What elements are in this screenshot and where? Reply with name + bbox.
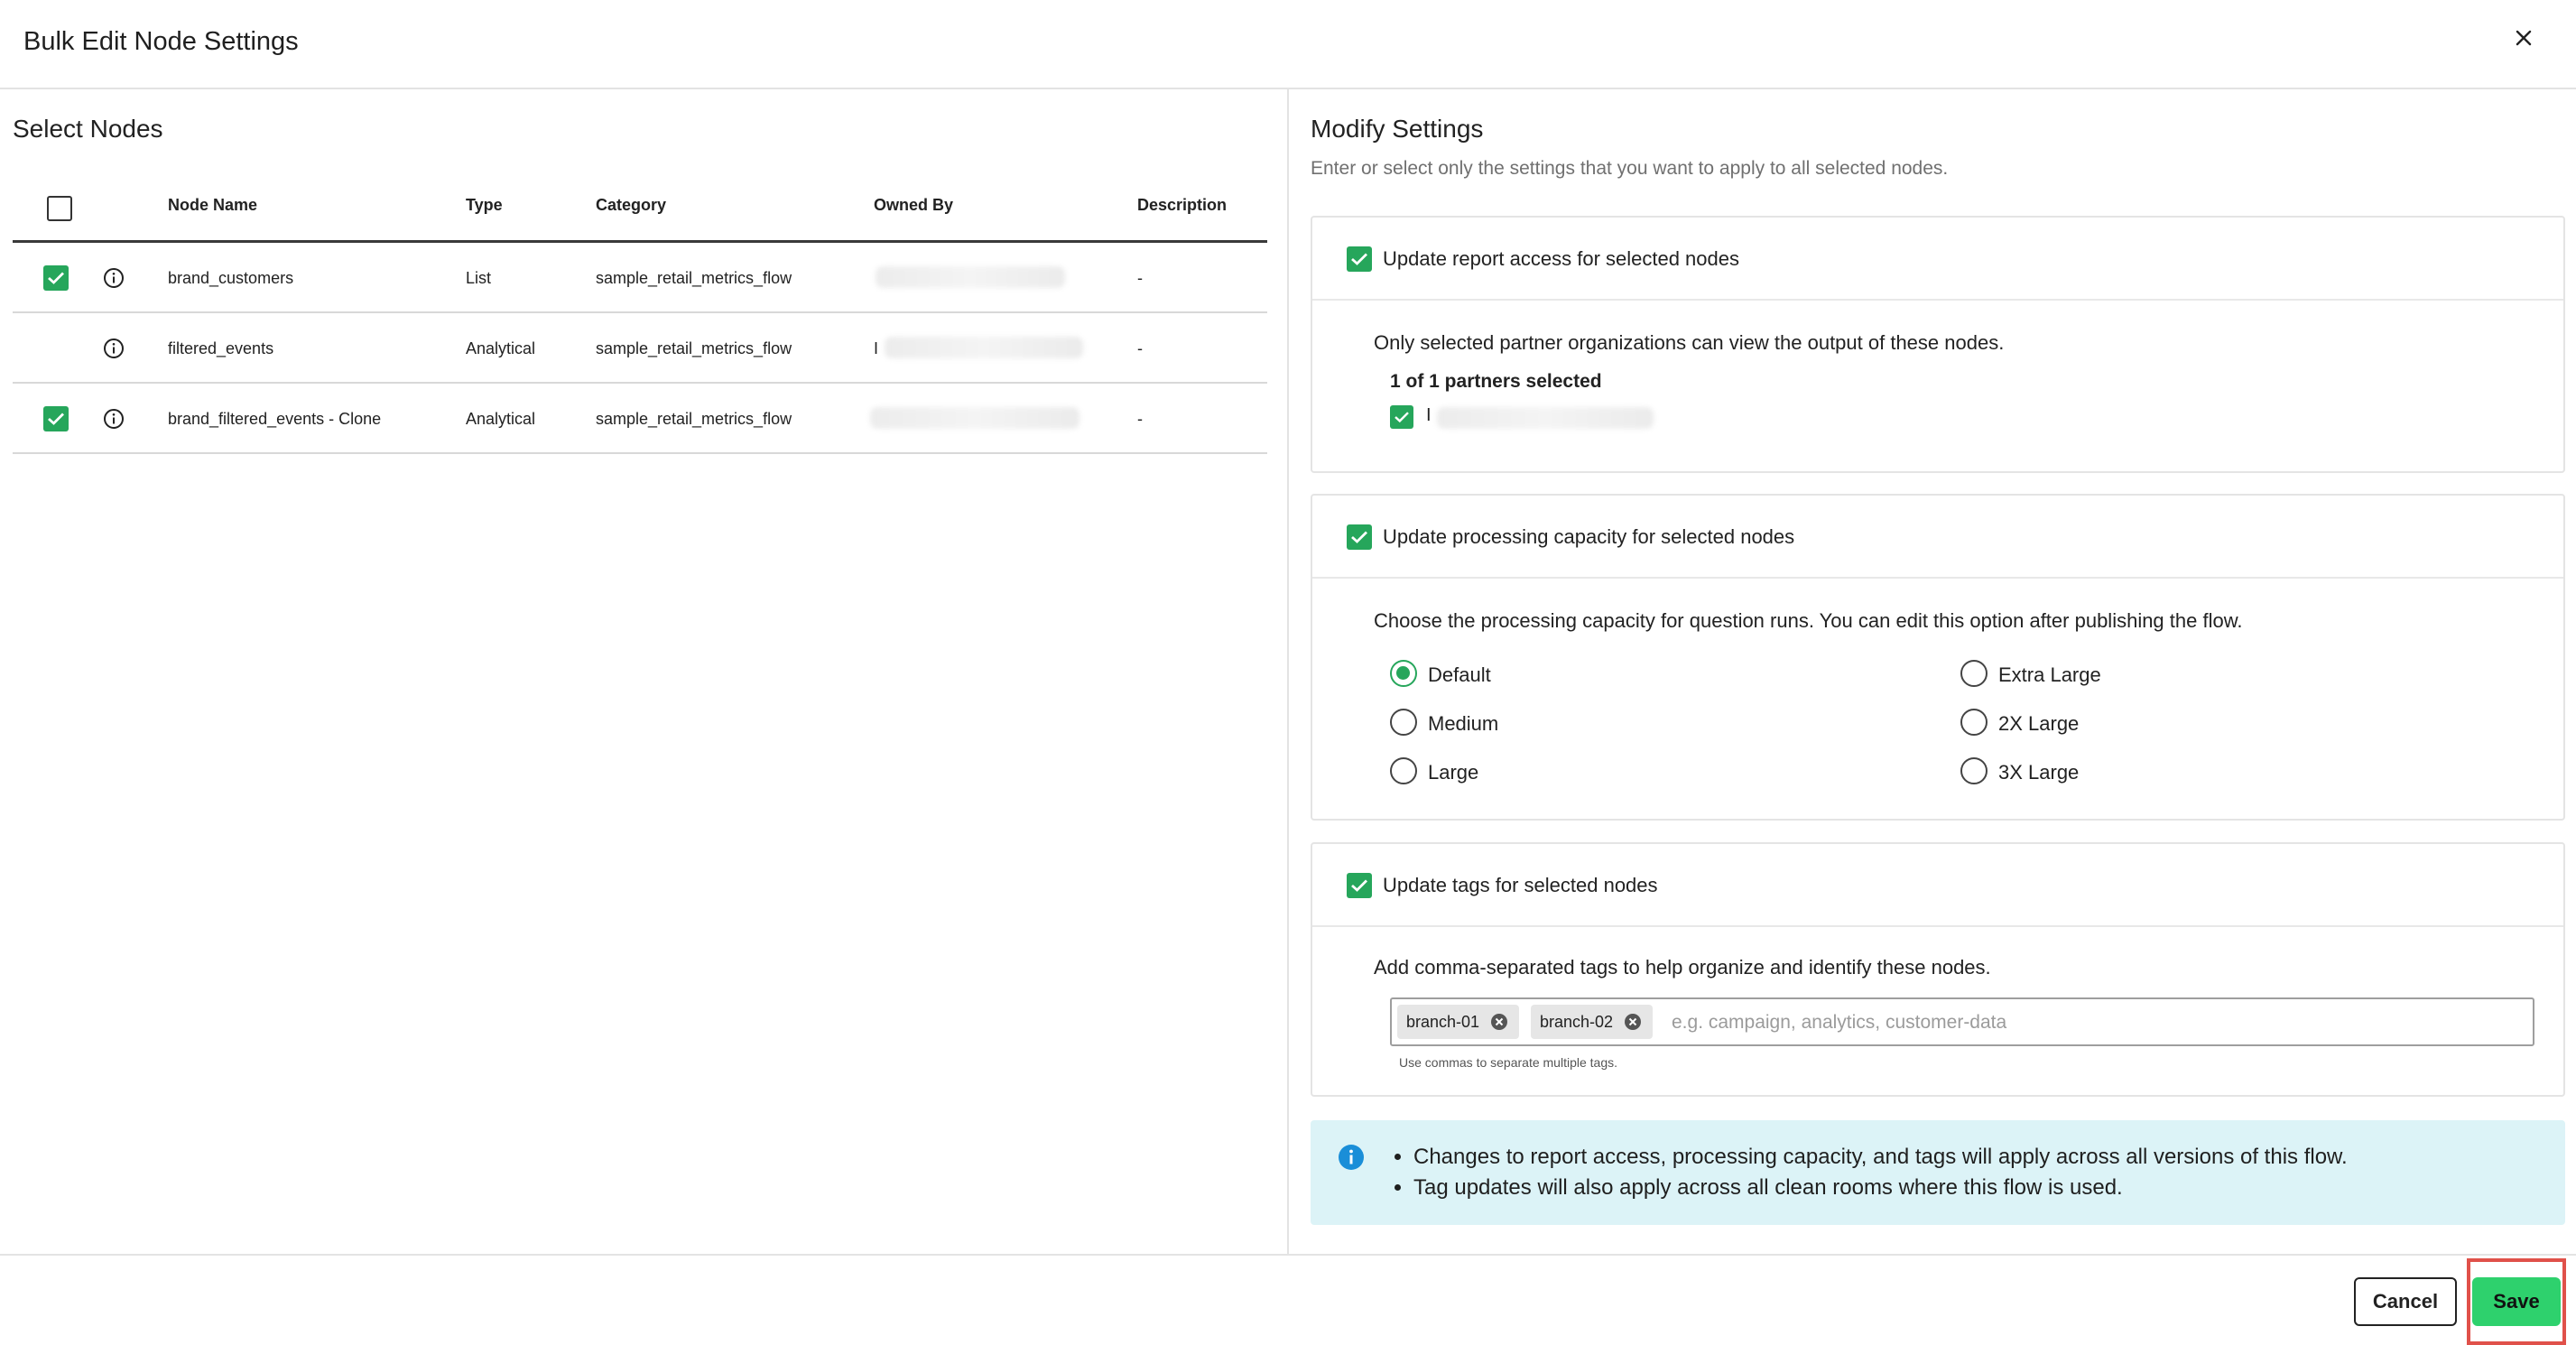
modify-settings-subtitle: Enter or select only the settings that you want to apply to all selected nodes. (1311, 158, 1949, 179)
report-access-card (1311, 216, 2565, 473)
tags-header (1312, 844, 2563, 927)
report-access-description: Only selected partner organizations can view the output of these nodes. (1374, 331, 2005, 354)
tag-chip (1531, 1005, 1653, 1039)
node-category: sample_retail_metrics_flow (596, 339, 792, 357)
modify-settings-title: Modify Settings (1311, 115, 1484, 143)
owner-redacted (885, 337, 1083, 358)
node-description: - (1137, 269, 1143, 287)
select-all-checkbox[interactable] (47, 196, 72, 221)
tags-card (1311, 842, 2565, 1097)
table-row[interactable] (13, 243, 1267, 313)
info-icon[interactable] (103, 267, 125, 289)
table-row[interactable] (13, 384, 1267, 454)
tag-label: branch-02 (1540, 1012, 1614, 1031)
radio-2x-large[interactable] (1960, 709, 1988, 736)
radio-label-2x-large: 2X Large (1998, 712, 2080, 735)
check-icon (1350, 878, 1368, 893)
node-type: Analytical (466, 410, 536, 428)
check-icon (1394, 411, 1410, 423)
node-name: filtered_events (168, 339, 274, 357)
capacity-checkbox[interactable] (1347, 524, 1372, 550)
report-access-label: Update report access for selected nodes (1383, 247, 1740, 270)
node-category: sample_retail_metrics_flow (596, 410, 792, 428)
node-type: List (466, 269, 492, 287)
capacity-label: Update processing capacity for selected nodes (1383, 525, 1795, 548)
capacity-card (1311, 494, 2565, 821)
nodes-table (13, 174, 1267, 454)
column-type: Type (466, 196, 503, 214)
radio-label-large: Large (1428, 761, 1479, 784)
partner-name-redacted (1437, 407, 1654, 429)
dialog-footer (0, 1254, 2576, 1345)
close-button[interactable] (2504, 18, 2544, 58)
node-category: sample_retail_metrics_flow (596, 269, 792, 287)
cancel-button[interactable]: Cancel (2354, 1277, 2457, 1326)
tags-description: Add comma-separated tags to help organize and identify these nodes. (1374, 956, 1991, 979)
column-category: Category (596, 196, 667, 214)
tags-checkbox[interactable] (1347, 873, 1372, 898)
table-row[interactable] (13, 313, 1267, 384)
notice-list (1413, 1142, 2348, 1203)
column-owned-by: Owned By (874, 196, 954, 214)
radio-extra-large[interactable] (1960, 660, 1988, 687)
tags-hint: Use commas to separate multiple tags. (1399, 1055, 1617, 1070)
radio-3x-large[interactable] (1960, 757, 1988, 784)
tags-label: Update tags for selected nodes (1383, 874, 1658, 896)
tag-chip (1397, 1005, 1519, 1039)
partner-name-prefix: I (1426, 405, 1432, 425)
dialog-header (0, 0, 2576, 89)
tags-input[interactable] (1390, 997, 2534, 1046)
capacity-description: Choose the processing capacity for question runs. You can edit this option after publishing the flow. (1374, 609, 2243, 632)
select-nodes-title: Select Nodes (13, 115, 163, 143)
row-checkbox[interactable] (43, 265, 69, 291)
column-node-name: Node Name (168, 196, 258, 214)
modify-settings-panel (1291, 89, 2576, 1254)
radio-large[interactable] (1390, 757, 1417, 784)
select-nodes-panel (0, 89, 1289, 1254)
partner-checkbox[interactable] (1390, 405, 1413, 429)
notice-item: • Tag updates will also apply across all clean rooms where this flow is used. (1413, 1173, 2348, 1203)
notice-item: • Changes to report access, processing capacity, and tags will apply across all versions of this flow. (1413, 1142, 2348, 1173)
remove-tag-icon[interactable] (1624, 1013, 1642, 1031)
remove-tag-icon[interactable] (1490, 1013, 1508, 1031)
report-access-header (1312, 218, 2563, 301)
owner-redacted (876, 266, 1065, 288)
save-button[interactable]: Save (2472, 1277, 2561, 1326)
node-description: - (1137, 410, 1143, 428)
check-icon (1350, 252, 1368, 266)
node-name: brand_filtered_events - Clone (168, 410, 382, 428)
table-header (13, 174, 1267, 243)
node-type: Analytical (466, 339, 536, 357)
node-description: - (1137, 339, 1143, 357)
node-name: brand_customers (168, 269, 294, 287)
check-icon (47, 271, 65, 285)
info-icon[interactable] (103, 408, 125, 430)
radio-label-medium: Medium (1428, 712, 1499, 735)
radio-label-extra-large: Extra Large (1998, 663, 2101, 686)
dialog-title: Bulk Edit Node Settings (23, 27, 299, 56)
capacity-header (1312, 496, 2563, 579)
radio-label-3x-large: 3X Large (1998, 761, 2080, 784)
tags-placeholder: e.g. campaign, analytics, customer-data (1672, 1012, 2007, 1033)
partners-count: 1 of 1 partners selected (1390, 371, 1602, 392)
tag-label: branch-01 (1406, 1012, 1480, 1031)
radio-label-default: Default (1428, 663, 1491, 686)
info-notice (1311, 1120, 2565, 1225)
row-checkbox[interactable] (43, 406, 69, 431)
radio-default[interactable] (1390, 660, 1417, 687)
info-icon (1338, 1144, 1365, 1171)
owner-redacted (870, 407, 1080, 429)
close-icon (2516, 30, 2532, 46)
column-description: Description (1137, 196, 1228, 214)
check-icon (47, 412, 65, 426)
check-icon (1350, 530, 1368, 544)
info-icon[interactable] (103, 338, 125, 359)
radio-medium[interactable] (1390, 709, 1417, 736)
owner-prefix: I (874, 339, 879, 357)
report-access-checkbox[interactable] (1347, 246, 1372, 272)
